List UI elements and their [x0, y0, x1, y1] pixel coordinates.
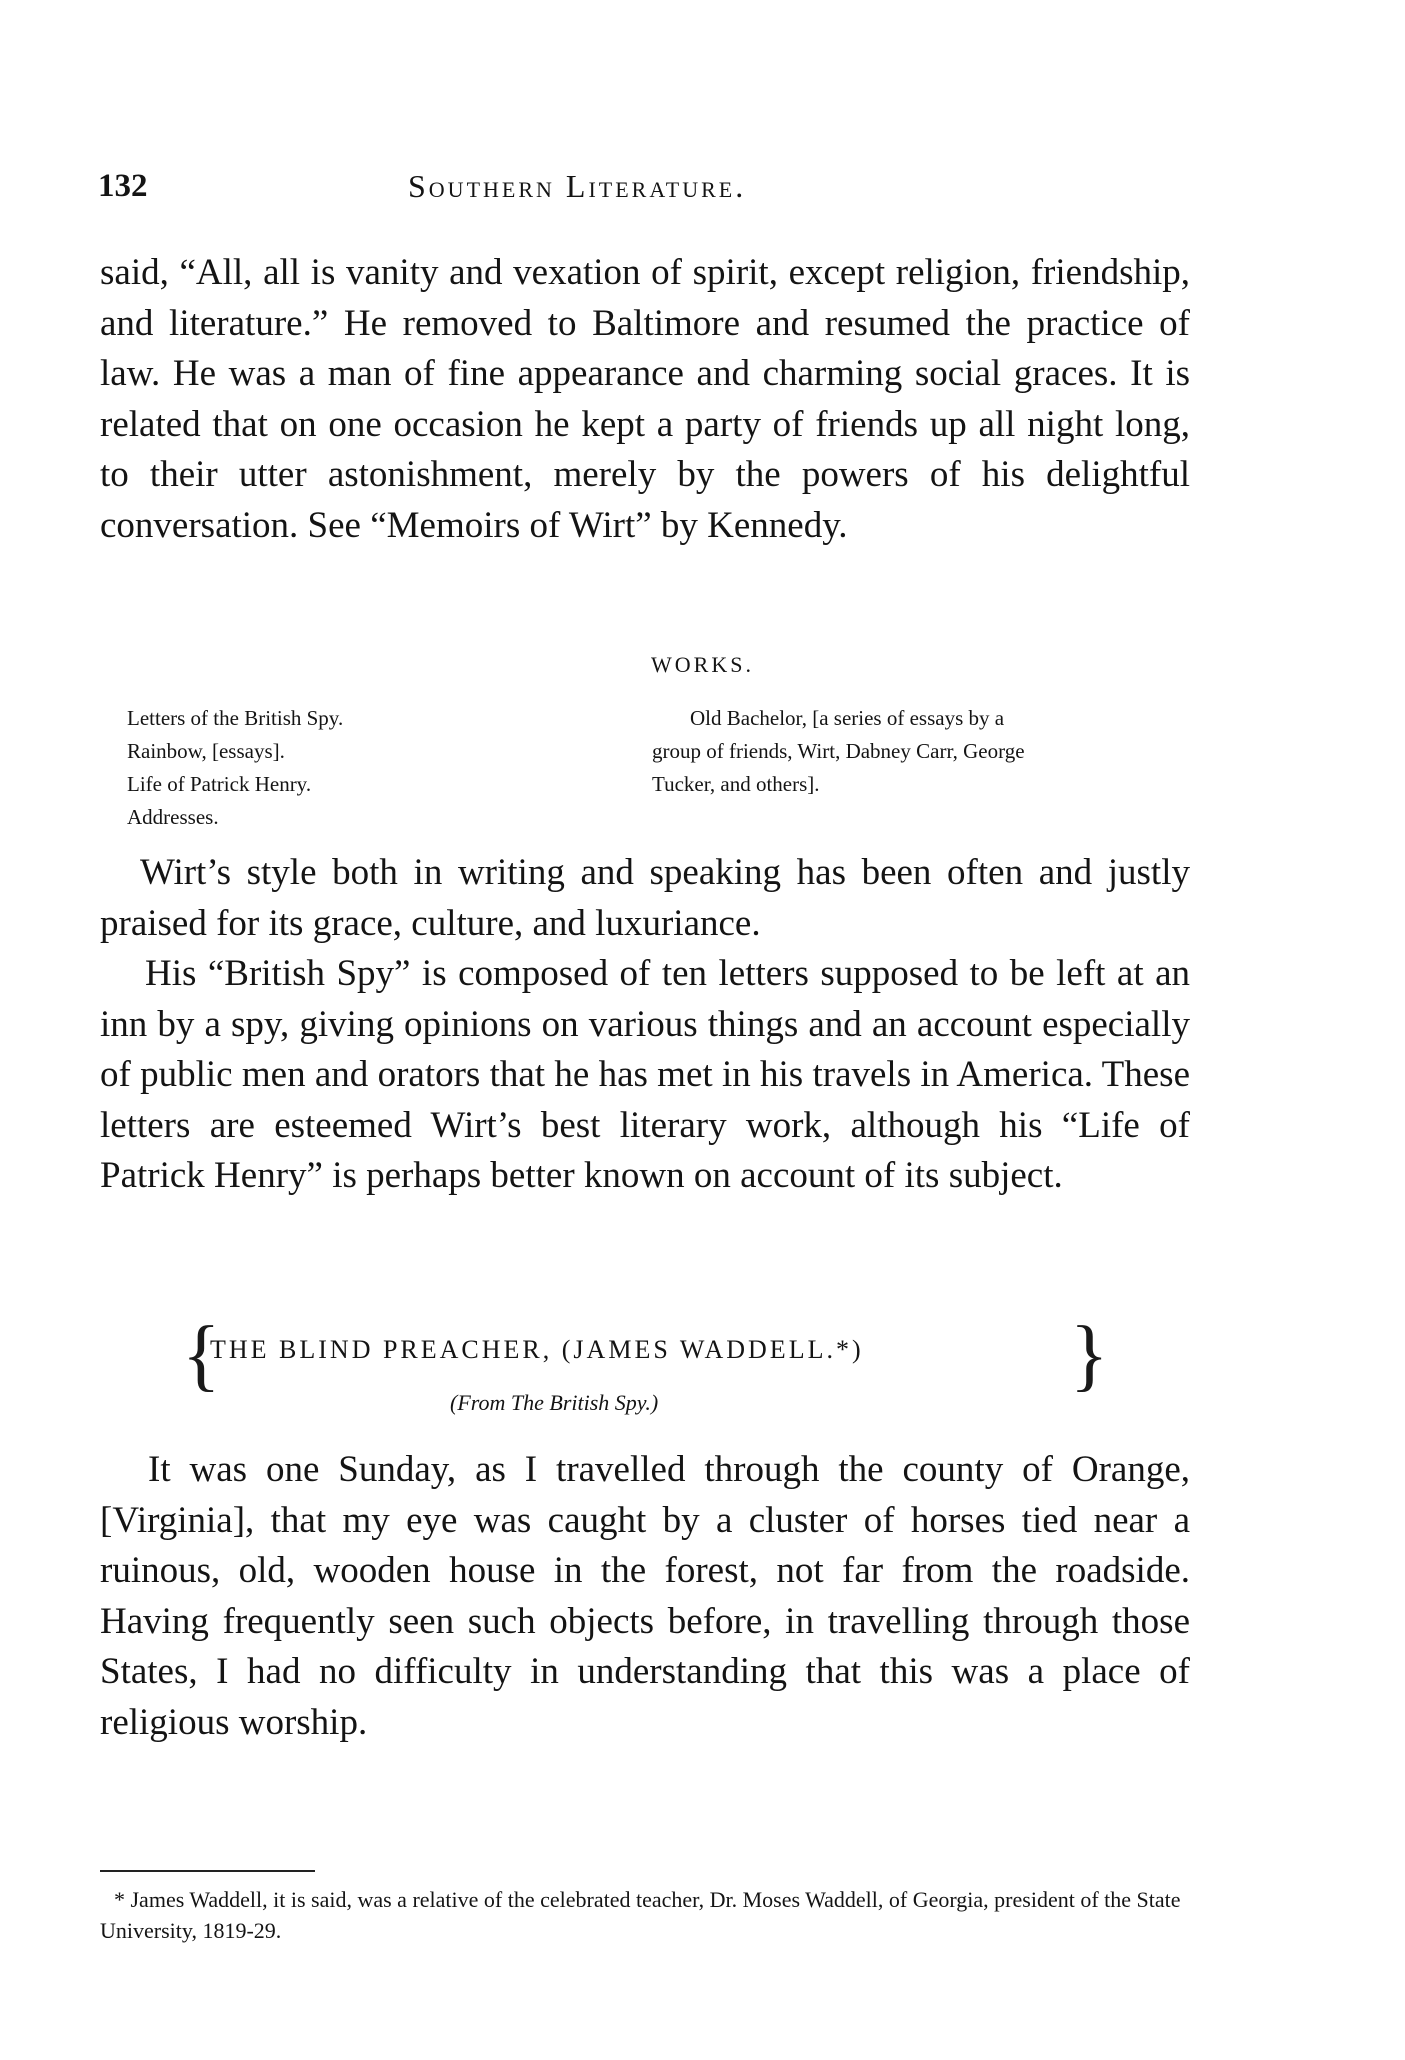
works-item: Life of Patrick Henry. — [127, 772, 312, 796]
section-title — [182, 1311, 1112, 1399]
footnote-rule — [100, 1870, 315, 1872]
paragraph-wirt-style: Wirt’s style both in writing and speaking has been often and justly praised for its grace, culture, and luxuriance. — [100, 852, 1190, 944]
works-heading: WORKS. — [651, 652, 754, 677]
footnote: * James Waddell, it is said, was a relative of the celebrated teacher, Dr. Moses Waddell, of Georgia, president of the State University, 1819-29. — [100, 1887, 1181, 1943]
section-title-text: THE BLIND PREACHER, (JAMES WADDELL.*) — [210, 1335, 864, 1364]
left-brace-icon: { — [182, 1311, 224, 1399]
works-list-right — [652, 702, 1197, 801]
paragraph-blind-preacher: It was one Sunday, as I travelled through the county of Orange, [Virginia], that my eye was caught by a cluster of horses tied near a ruinous, old, wooden house in the forest, not far from the roadside. Having frequently seen such objects before, in travelling through those States, I had no difficulty in understanding that this was a place of religious worship. — [100, 1449, 1190, 1743]
paragraph-british-spy: His “British Spy” is composed of ten letters supposed to be left at an inn by a spy, giving opinions on various things and an account especially of public men and orators that he has met in his travels in America. These letters are esteemed Wirt’s best literary work, although his “Life of Patrick Henry” is perhaps better known on account of its subject. — [100, 953, 1190, 1196]
works-list-left — [127, 702, 547, 834]
works-item: Addresses. — [127, 805, 219, 829]
works-item: group of friends, Wirt, Dabney Carr, George — [652, 739, 1025, 763]
page-number: 132 — [98, 168, 148, 204]
page-header — [98, 168, 1198, 218]
section-subtitle: (From The British Spy.) — [450, 1390, 659, 1415]
works-item: Old Bachelor, [a series of essays by a — [690, 706, 1005, 730]
right-brace-icon: } — [1070, 1311, 1112, 1399]
running-title: Southern Literature. — [408, 168, 747, 204]
works-item: Rainbow, [essays]. — [127, 739, 285, 763]
works-item: Tucker, and others]. — [652, 772, 820, 796]
paragraph-wirt-life: said, “All, all is vanity and vexation of spirit, except religion, friendship, and literature.” He removed to Baltimore and resumed the practice of law. He was a man of fine appearance and charming social graces. It is related that on one occasion he kept a party of friends up all night long, to their utter astonishment, merely by the powers of his delightful conversation. See “Memoirs of Wirt” by Kennedy. — [100, 252, 1190, 546]
works-item: Letters of the British Spy. — [127, 706, 344, 730]
